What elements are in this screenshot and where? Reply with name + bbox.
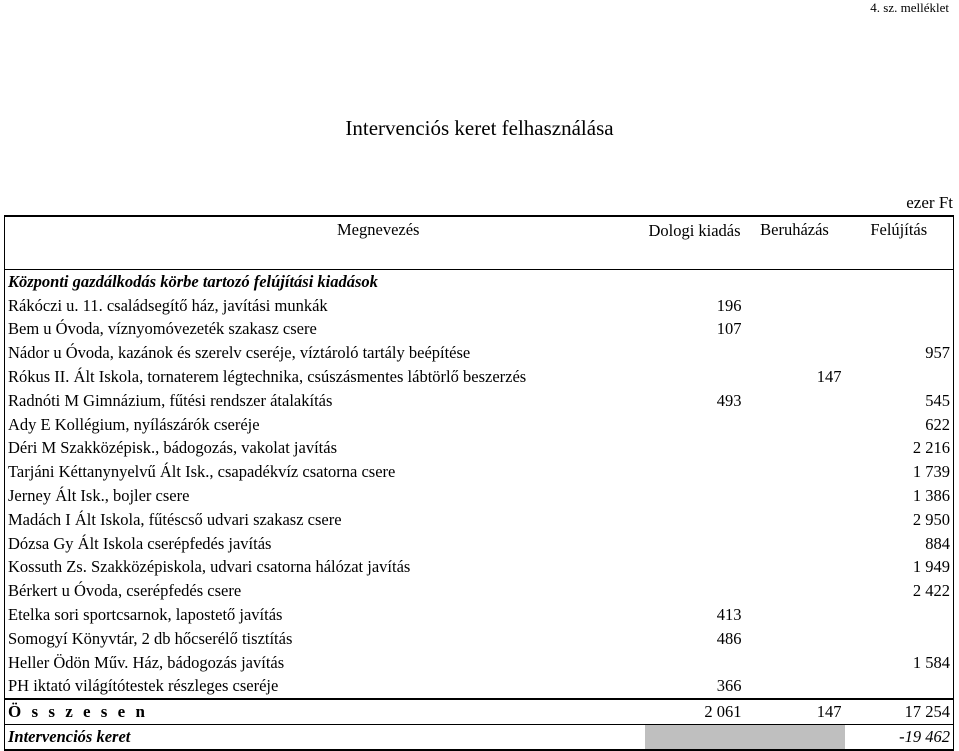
- row-felujitas: 1 739: [845, 460, 954, 484]
- expenditure-table: [4, 215, 954, 751]
- total-beruhazas: 147: [745, 699, 845, 724]
- row-beruhazas: [745, 341, 845, 365]
- row-felujitas: 2 422: [845, 579, 954, 603]
- row-dologi: [645, 460, 745, 484]
- row-beruhazas: [745, 318, 845, 342]
- header-name: Megnevezés: [5, 216, 645, 270]
- row-dologi: 493: [716, 390, 742, 410]
- table-row: [5, 389, 954, 413]
- keret-shaded-cell: [645, 725, 745, 750]
- row-felujitas: 2 216: [845, 437, 954, 461]
- table-row: [5, 413, 954, 437]
- row-dologi: 413: [716, 605, 742, 625]
- row-felujitas: [845, 294, 954, 318]
- table-row: [5, 532, 954, 556]
- row-dologi: 366: [716, 676, 742, 696]
- row-beruhazas: [745, 556, 845, 580]
- row-dologi: [645, 484, 745, 508]
- row-name: Tarjáni Kéttanynyelvű Ált Isk., csapadékvíz csatorna csere: [5, 460, 645, 484]
- header-beruhazas: Beruházás: [745, 216, 845, 270]
- table-row: [5, 603, 954, 627]
- unit-label: ezer Ft: [906, 193, 953, 212]
- row-name: Bem u Óvoda, víznyomóvezeték szakasz csere: [5, 318, 645, 342]
- table-row: [5, 437, 954, 461]
- row-dologi: [645, 651, 745, 675]
- total-dologi: 2 061: [645, 699, 745, 724]
- table-row: [5, 651, 954, 675]
- row-beruhazas: [745, 532, 845, 556]
- row-felujitas: 1 584: [845, 651, 954, 675]
- total-row: [5, 699, 954, 724]
- row-dologi: [645, 437, 745, 461]
- header-dologi: Dologi kiadás: [645, 216, 745, 270]
- row-felujitas: [845, 675, 954, 700]
- row-felujitas: 884: [845, 532, 954, 556]
- row-name: Déri M Szakközépisk., bádogozás, vakolat javítás: [5, 437, 645, 461]
- row-dologi: 196: [716, 295, 742, 315]
- row-felujitas: 1 949: [845, 556, 954, 580]
- table-row: [5, 508, 954, 532]
- annex-label: 4. sz. melléklet: [870, 0, 949, 15]
- row-name: Madách I Ált Iskola, fűtéscső udvari szakasz csere: [5, 508, 645, 532]
- row-felujitas: [845, 365, 954, 389]
- row-beruhazas: [745, 579, 845, 603]
- row-beruhazas: [745, 508, 845, 532]
- row-name: PH iktató világítótestek részleges cseréje: [5, 675, 645, 700]
- row-dologi: [645, 413, 745, 437]
- row-dologi: [645, 556, 745, 580]
- keret-label: Intervenciós keret: [5, 725, 645, 750]
- row-name: Bérkert u Óvoda, cserépfedés csere: [5, 579, 645, 603]
- row-name: Rókus II. Ált Iskola, tornaterem légtechnika, csúszásmentes lábtörlő beszerzés: [5, 365, 645, 389]
- keret-felujitas: -19 462: [845, 725, 954, 750]
- page-title: Intervenciós keret felhasználása: [345, 116, 614, 140]
- row-beruhazas: [745, 603, 845, 627]
- row-name: Radnóti M Gimnázium, fűtési rendszer átalakítás: [5, 389, 645, 413]
- row-felujitas: [845, 627, 954, 651]
- table-row: [5, 318, 954, 342]
- row-felujitas: 1 386: [845, 484, 954, 508]
- row-name: Ady E Kollégium, nyílászárók cseréje: [5, 413, 645, 437]
- table-row: [5, 341, 954, 365]
- table-row: [5, 579, 954, 603]
- row-beruhazas: [745, 675, 845, 700]
- row-felujitas: 2 950: [845, 508, 954, 532]
- row-beruhazas: [745, 651, 845, 675]
- row-felujitas: 545: [845, 389, 954, 413]
- row-beruhazas: [745, 484, 845, 508]
- total-label: Ö s s z e s e n: [5, 699, 645, 724]
- keret-row: [5, 725, 954, 750]
- row-beruhazas: [745, 294, 845, 318]
- table-row: [5, 556, 954, 580]
- row-name: Rákóczi u. 11. családsegítő ház, javítási munkák: [5, 294, 645, 318]
- row-beruhazas: [745, 437, 845, 461]
- table-row: [5, 675, 954, 700]
- row-dologi: [645, 532, 745, 556]
- row-felujitas: 622: [845, 413, 954, 437]
- row-name: Heller Ödön Műv. Ház, bádogozás javítás: [5, 651, 645, 675]
- row-dologi: [645, 579, 745, 603]
- table-row: [5, 365, 954, 389]
- row-name: Nádor u Óvoda, kazánok és szerelv cseréje, víztároló tartály beépítése: [5, 341, 645, 365]
- header-row: [5, 216, 954, 270]
- row-beruhazas: [745, 413, 845, 437]
- table-row: [5, 627, 954, 651]
- table-body: [5, 216, 954, 750]
- row-felujitas: 957: [845, 341, 954, 365]
- row-dologi: [645, 341, 745, 365]
- row-dologi: [645, 508, 745, 532]
- row-beruhazas: [745, 460, 845, 484]
- row-dologi: 486: [716, 628, 742, 648]
- row-name: Etelka sori sportcsarnok, lapostető javítás: [5, 603, 645, 627]
- row-name: Somogyí Könyvtár, 2 db hőcserélő tisztítás: [5, 627, 645, 651]
- row-dologi: [645, 365, 745, 389]
- row-name: Jerney Ált Isk., bojler csere: [5, 484, 645, 508]
- row-beruhazas: [745, 627, 845, 651]
- table-row: [5, 294, 954, 318]
- row-felujitas: [845, 318, 954, 342]
- row-name: Kossuth Zs. Szakközépiskola, udvari csatorna hálózat javítás: [5, 556, 645, 580]
- header-felujitas: Felújítás: [845, 216, 954, 270]
- table-row: [5, 484, 954, 508]
- row-beruhazas: [745, 389, 845, 413]
- table-row: [5, 460, 954, 484]
- section-title: Központi gazdálkodás körbe tartozó felújítási kiadások: [5, 270, 954, 294]
- row-beruhazas: 147: [816, 367, 842, 387]
- row-name: Dózsa Gy Ált Iskola cserépfedés javítás: [5, 532, 645, 556]
- row-felujitas: [845, 603, 954, 627]
- keret-shaded-cell: [745, 725, 845, 750]
- section-row: [5, 270, 954, 294]
- total-felujitas: 17 254: [845, 699, 954, 724]
- row-dologi: 107: [716, 319, 742, 339]
